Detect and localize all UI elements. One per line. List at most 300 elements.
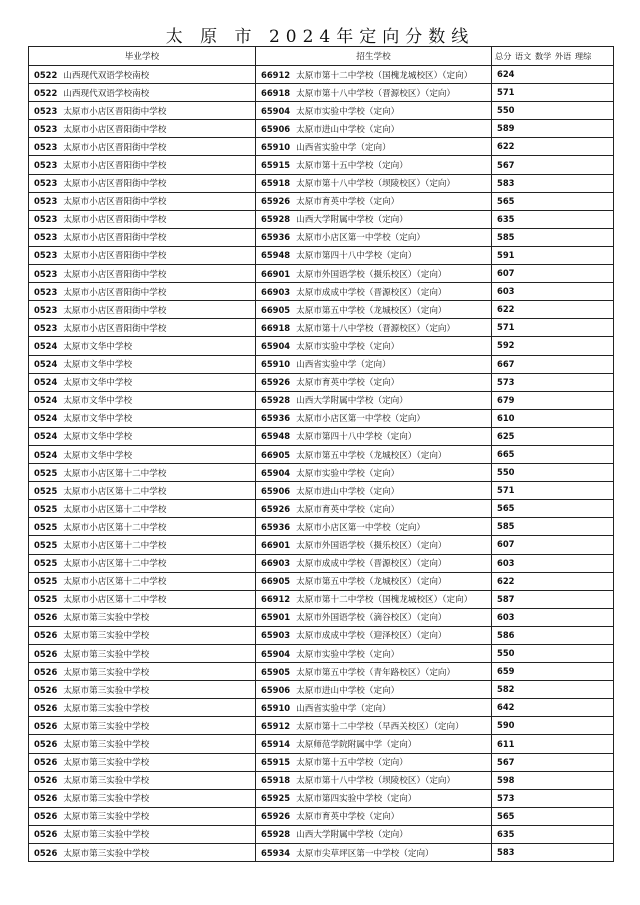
enroll-school-code: 65915	[261, 160, 291, 171]
score-cell	[492, 210, 614, 228]
table-row	[29, 228, 614, 246]
grad-school-code: 0526	[34, 775, 58, 786]
score-cell	[492, 409, 614, 427]
grad-school-code: 0526	[34, 811, 58, 822]
grad-school-cell	[29, 608, 256, 626]
score-cell	[492, 84, 614, 102]
grad-school-name: 太原市文华中学校	[63, 414, 133, 425]
enroll-school-cell	[256, 735, 492, 753]
table-body	[29, 66, 614, 862]
grad-school-code: 0525	[34, 576, 58, 587]
total-score: 550	[497, 467, 515, 478]
enroll-school-cell	[256, 337, 492, 355]
total-score: 573	[497, 376, 515, 387]
grad-school-name: 太原市第三实验中学校	[63, 667, 150, 678]
total-score: 611	[497, 738, 515, 749]
grad-school-code: 0523	[34, 214, 58, 225]
grad-school-name: 太原市第三实验中学校	[63, 830, 150, 841]
enroll-school-name: 山西省实验中学（定向）	[296, 703, 391, 714]
table-row	[29, 391, 614, 409]
grad-school-name: 山西现代双语学校南校	[63, 70, 150, 81]
total-score: 625	[497, 430, 515, 441]
enroll-school-cell	[256, 246, 492, 264]
grad-school-name: 太原市小店区晋阳街中学校	[63, 142, 167, 153]
table-row	[29, 645, 614, 663]
grad-school-name: 太原市文华中学校	[63, 450, 133, 461]
table-row	[29, 409, 614, 427]
table-row	[29, 102, 614, 120]
enroll-school-code: 66912	[261, 69, 291, 80]
score-cell	[492, 554, 614, 572]
grad-school-code: 0526	[34, 793, 58, 804]
score-cell	[492, 120, 614, 138]
enroll-school-name: 太原市育英中学校（定向）	[296, 504, 400, 515]
grad-school-code: 0523	[34, 322, 58, 333]
grad-school-cell	[29, 699, 256, 717]
score-cell	[492, 301, 614, 319]
enroll-school-name: 太原市小店区第一中学校（定向）	[296, 522, 426, 533]
enroll-school-code: 66903	[261, 286, 291, 297]
score-cell	[492, 771, 614, 789]
enroll-school-name: 太原市第四实验中学校（定向）	[296, 794, 417, 805]
enroll-school-code: 65914	[261, 739, 291, 750]
grad-school-name: 太原市小店区第十二中学校	[63, 577, 167, 588]
grad-school-cell	[29, 355, 256, 373]
grad-school-cell	[29, 156, 256, 174]
enroll-school-name: 太原市第十八中学校（坝陵校区）（定向）	[296, 776, 456, 787]
grad-school-code: 0526	[34, 847, 58, 858]
enroll-school-cell	[256, 319, 492, 337]
table-row	[29, 84, 614, 102]
total-score: 565	[497, 810, 515, 821]
grad-school-cell	[29, 789, 256, 807]
grad-school-code: 0523	[34, 232, 58, 243]
grad-school-code: 0524	[34, 449, 58, 460]
enroll-school-code: 66901	[261, 539, 291, 550]
grad-school-name: 太原市小店区第十二中学校	[63, 468, 167, 479]
grad-school-code: 0524	[34, 413, 58, 424]
enroll-school-cell	[256, 265, 492, 283]
table-row	[29, 536, 614, 554]
enroll-school-code: 65918	[261, 178, 291, 189]
grad-school-cell	[29, 102, 256, 120]
enroll-school-name: 太原市尖草坪区第一中学校（定向）	[296, 848, 434, 859]
enroll-school-cell	[256, 482, 492, 500]
grad-school-code: 0525	[34, 485, 58, 496]
table-row	[29, 427, 614, 445]
grad-school-code: 0525	[34, 558, 58, 569]
grad-school-code: 0524	[34, 359, 58, 370]
enroll-school-name: 太原市育英中学校（定向）	[296, 197, 400, 208]
grad-school-name: 太原市文华中学校	[63, 432, 133, 443]
enroll-school-cell	[256, 753, 492, 771]
total-score: 603	[497, 286, 515, 297]
grad-school-cell	[29, 572, 256, 590]
grad-school-name: 太原市小店区第十二中学校	[63, 486, 167, 497]
grad-school-code: 0525	[34, 594, 58, 605]
enroll-school-code: 65928	[261, 214, 291, 225]
total-score: 603	[497, 611, 515, 622]
table-row	[29, 120, 614, 138]
score-cell	[492, 681, 614, 699]
total-score: 571	[497, 87, 515, 98]
enroll-school-cell	[256, 192, 492, 210]
grad-school-cell	[29, 319, 256, 337]
score-cell	[492, 391, 614, 409]
grad-school-cell	[29, 626, 256, 644]
table-row	[29, 373, 614, 391]
table-row	[29, 174, 614, 192]
enroll-school-cell	[256, 355, 492, 373]
header-grad-school: 毕业学校	[29, 47, 256, 66]
grad-school-cell	[29, 427, 256, 445]
total-score: 624	[497, 69, 515, 80]
table-row	[29, 301, 614, 319]
score-cell	[492, 500, 614, 518]
grad-school-name: 太原市小店区晋阳街中学校	[63, 305, 167, 316]
grad-school-name: 太原市文华中学校	[63, 360, 133, 371]
total-score: 587	[497, 593, 515, 604]
enroll-school-cell	[256, 626, 492, 644]
enroll-school-cell	[256, 608, 492, 626]
grad-school-name: 太原市小店区晋阳街中学校	[63, 179, 167, 190]
enroll-school-code: 66905	[261, 449, 291, 460]
grad-school-code: 0523	[34, 141, 58, 152]
grad-school-name: 山西现代双语学校南校	[63, 88, 150, 99]
enroll-school-name: 太原市第十二中学校（早西关校区）（定向）	[296, 721, 464, 732]
page-title: 太 原 市 2024年定向分数线	[165, 27, 475, 47]
enroll-school-code: 66918	[261, 322, 291, 333]
table-row	[29, 192, 614, 210]
enroll-school-name: 太原市第十五中学校（定向）	[296, 161, 408, 172]
table-row	[29, 572, 614, 590]
grad-school-cell	[29, 771, 256, 789]
total-score: 589	[497, 123, 515, 134]
enroll-school-name: 太原市育英中学校（定向）	[296, 378, 400, 389]
grad-school-cell	[29, 844, 256, 862]
grad-school-cell	[29, 174, 256, 192]
enroll-school-cell	[256, 681, 492, 699]
grad-school-name: 太原市小店区第十二中学校	[63, 522, 167, 533]
table-row	[29, 681, 614, 699]
enroll-school-cell	[256, 283, 492, 301]
grad-school-name: 太原市小店区第十二中学校	[63, 595, 167, 606]
grad-school-cell	[29, 500, 256, 518]
grad-school-code: 0525	[34, 467, 58, 478]
total-score: 607	[497, 268, 515, 279]
grad-school-code: 0523	[34, 286, 58, 297]
grad-school-cell	[29, 120, 256, 138]
enroll-school-code: 66901	[261, 268, 291, 279]
enroll-school-code: 65910	[261, 702, 291, 713]
grad-school-name: 太原市小店区晋阳街中学校	[63, 287, 167, 298]
table-row	[29, 844, 614, 862]
enroll-school-code: 66912	[261, 594, 291, 605]
enroll-school-cell	[256, 391, 492, 409]
table-row	[29, 554, 614, 572]
total-score: 607	[497, 539, 515, 550]
grad-school-cell	[29, 84, 256, 102]
enroll-school-cell	[256, 464, 492, 482]
enroll-school-cell	[256, 771, 492, 789]
table-row	[29, 807, 614, 825]
enroll-school-cell	[256, 210, 492, 228]
grad-school-code: 0523	[34, 196, 58, 207]
enroll-school-code: 65915	[261, 757, 291, 768]
enroll-school-code: 65918	[261, 775, 291, 786]
enroll-school-cell	[256, 228, 492, 246]
grad-school-name: 太原市第三实验中学校	[63, 703, 150, 714]
enroll-school-code: 65901	[261, 612, 291, 623]
grad-school-name: 太原市小店区晋阳街中学校	[63, 251, 167, 262]
grad-school-name: 太原市第三实验中学校	[63, 812, 150, 823]
grad-school-name: 太原市小店区第十二中学校	[63, 504, 167, 515]
enroll-school-name: 太原市外国语学校（滴谷校区）（定向）	[296, 613, 447, 624]
enroll-school-code: 65934	[261, 847, 291, 858]
enroll-school-name: 太原市第四十八中学校（定向）	[296, 432, 417, 443]
grad-school-code: 0525	[34, 503, 58, 514]
total-score: 598	[497, 774, 515, 785]
table-row	[29, 789, 614, 807]
grad-school-cell	[29, 717, 256, 735]
score-cell	[492, 626, 614, 644]
enroll-school-name: 太原市成成中学校（晋源校区）（定向）	[296, 287, 447, 298]
enroll-school-name: 太原市成成中学校（晋源校区）（定向）	[296, 559, 447, 570]
grad-school-cell	[29, 301, 256, 319]
table-row	[29, 735, 614, 753]
enroll-school-code: 66905	[261, 304, 291, 315]
enroll-school-name: 太原市第十二中学校（国槐龙城校区）（定向）	[296, 595, 473, 606]
grad-school-name: 太原市小店区晋阳街中学校	[63, 269, 167, 280]
enroll-school-name: 太原市第五中学校（龙城校区）（定向）	[296, 577, 447, 588]
table-row	[29, 246, 614, 264]
enroll-school-cell	[256, 572, 492, 590]
table-row	[29, 771, 614, 789]
enroll-school-code: 65906	[261, 123, 291, 134]
score-cell	[492, 482, 614, 500]
grad-school-cell	[29, 735, 256, 753]
enroll-school-cell	[256, 554, 492, 572]
total-score: 567	[497, 159, 515, 170]
enroll-school-cell	[256, 807, 492, 825]
grad-school-cell	[29, 681, 256, 699]
enroll-school-name: 太原市进山中学校（定向）	[296, 124, 400, 135]
total-score: 583	[497, 177, 515, 188]
grad-school-code: 0523	[34, 178, 58, 189]
score-cell	[492, 228, 614, 246]
grad-school-name: 太原市小店区晋阳街中学校	[63, 323, 167, 334]
score-cell	[492, 807, 614, 825]
grad-school-cell	[29, 518, 256, 536]
enroll-school-cell	[256, 373, 492, 391]
table-row	[29, 663, 614, 681]
enroll-school-code: 66918	[261, 87, 291, 98]
enroll-school-code: 65926	[261, 503, 291, 514]
grad-school-code: 0526	[34, 757, 58, 768]
grad-school-code: 0523	[34, 160, 58, 171]
enroll-school-cell	[256, 84, 492, 102]
table-row	[29, 319, 614, 337]
total-score: 565	[497, 503, 515, 514]
score-cell	[492, 138, 614, 156]
enroll-school-name: 太原市第五中学校（青年路校区）（定向）	[296, 667, 456, 678]
score-cell	[492, 572, 614, 590]
enroll-school-name: 山西省实验中学（定向）	[296, 142, 391, 153]
enroll-school-cell	[256, 409, 492, 427]
header-enroll-school: 招生学校	[256, 47, 492, 66]
table-row	[29, 717, 614, 735]
score-cell	[492, 699, 614, 717]
table-row	[29, 337, 614, 355]
score-cell	[492, 590, 614, 608]
score-cell	[492, 464, 614, 482]
grad-school-name: 太原市小店区晋阳街中学校	[63, 124, 167, 135]
table-row	[29, 156, 614, 174]
score-cell	[492, 645, 614, 663]
enroll-school-cell	[256, 699, 492, 717]
enroll-school-name: 太原市进山中学校（定向）	[296, 685, 400, 696]
grad-school-name: 太原市第三实验中学校	[63, 758, 150, 769]
enroll-school-code: 65936	[261, 521, 291, 532]
grad-school-cell	[29, 753, 256, 771]
grad-school-name: 太原市小店区第十二中学校	[63, 559, 167, 570]
score-cell	[492, 789, 614, 807]
score-cell	[492, 246, 614, 264]
grad-school-name: 太原市第三实验中学校	[63, 649, 150, 660]
score-cell	[492, 518, 614, 536]
enroll-school-code: 65912	[261, 720, 291, 731]
enroll-school-name: 山西大学附属中学校（定向）	[296, 830, 408, 841]
enroll-school-name: 太原市第十八中学校（晋源校区）（定向）	[296, 323, 456, 334]
table-row	[29, 464, 614, 482]
grad-school-code: 0526	[34, 684, 58, 695]
enroll-school-code: 65926	[261, 377, 291, 388]
enroll-school-name: 山西大学附属中学校（定向）	[296, 396, 408, 407]
enroll-school-cell	[256, 518, 492, 536]
score-cell	[492, 355, 614, 373]
grad-school-cell	[29, 138, 256, 156]
enroll-school-name: 太原市第十五中学校（定向）	[296, 758, 408, 769]
enroll-school-code: 65906	[261, 485, 291, 496]
enroll-school-name: 太原市外国语学校（摄乐校区）（定向）	[296, 540, 447, 551]
enroll-school-code: 65928	[261, 395, 291, 406]
grad-school-code: 0523	[34, 268, 58, 279]
grad-school-code: 0526	[34, 630, 58, 641]
enroll-school-code: 65905	[261, 666, 291, 677]
score-cell	[492, 337, 614, 355]
grad-school-code: 0526	[34, 648, 58, 659]
enroll-school-code: 65936	[261, 413, 291, 424]
total-score: 665	[497, 449, 515, 460]
score-cell	[492, 192, 614, 210]
total-score: 667	[497, 358, 515, 369]
enroll-school-code: 65948	[261, 431, 291, 442]
enroll-school-cell	[256, 844, 492, 862]
enroll-school-name: 山西大学附属中学校（定向）	[296, 215, 408, 226]
total-score: 583	[497, 847, 515, 858]
enroll-school-cell	[256, 500, 492, 518]
enroll-school-name: 太原市成成中学校（迎泽校区）（定向）	[296, 631, 447, 642]
total-score: 603	[497, 557, 515, 568]
enroll-school-cell	[256, 825, 492, 843]
enroll-school-cell	[256, 789, 492, 807]
grad-school-cell	[29, 663, 256, 681]
total-score: 622	[497, 141, 515, 152]
grad-school-cell	[29, 337, 256, 355]
score-cell	[492, 825, 614, 843]
grad-school-code: 0523	[34, 250, 58, 261]
enroll-school-name: 太原市小店区第一中学校（定向）	[296, 414, 426, 425]
grad-school-cell	[29, 825, 256, 843]
table-row	[29, 699, 614, 717]
total-score: 591	[497, 249, 515, 260]
grad-school-name: 太原市小店区晋阳街中学校	[63, 233, 167, 244]
grad-school-code: 0524	[34, 340, 58, 351]
grad-school-cell	[29, 645, 256, 663]
enroll-school-name: 山西省实验中学（定向）	[296, 360, 391, 371]
enroll-school-cell	[256, 445, 492, 463]
grad-school-cell	[29, 482, 256, 500]
grad-school-name: 太原市文华中学校	[63, 378, 133, 389]
enroll-school-cell	[256, 174, 492, 192]
score-cell	[492, 102, 614, 120]
score-cell	[492, 319, 614, 337]
grad-school-cell	[29, 265, 256, 283]
score-cell	[492, 608, 614, 626]
enroll-school-name: 太原市第十二中学校（国槐龙城校区）（定向）	[296, 70, 473, 81]
total-score: 610	[497, 412, 515, 423]
grad-school-name: 太原市第三实验中学校	[63, 740, 150, 751]
enroll-school-code: 65906	[261, 684, 291, 695]
table-row	[29, 590, 614, 608]
enroll-school-cell	[256, 102, 492, 120]
grad-school-cell	[29, 66, 256, 84]
table-row	[29, 608, 614, 626]
table-row	[29, 210, 614, 228]
grad-school-name: 太原市小店区晋阳街中学校	[63, 161, 167, 172]
enroll-school-code: 65904	[261, 105, 291, 116]
table-row	[29, 355, 614, 373]
enroll-school-code: 65925	[261, 793, 291, 804]
grad-school-code: 0523	[34, 304, 58, 315]
total-score: 567	[497, 756, 515, 767]
grad-school-code: 0526	[34, 739, 58, 750]
grad-school-code: 0523	[34, 123, 58, 134]
header-row	[29, 47, 614, 66]
grad-school-cell	[29, 445, 256, 463]
score-cell	[492, 844, 614, 862]
enroll-school-name: 太原市外国语学校（摄乐校区）（定向）	[296, 269, 447, 280]
enroll-school-name: 太原市第四十八中学校（定向）	[296, 251, 417, 262]
grad-school-code: 0524	[34, 395, 58, 406]
total-score: 622	[497, 304, 515, 315]
grad-school-name: 太原市第三实验中学校	[63, 848, 150, 859]
grad-school-code: 0526	[34, 829, 58, 840]
grad-school-cell	[29, 373, 256, 391]
enroll-school-code: 66903	[261, 558, 291, 569]
enroll-school-name: 太原市进山中学校（定向）	[296, 486, 400, 497]
table-row	[29, 626, 614, 644]
grad-school-name: 太原市小店区晋阳街中学校	[63, 197, 167, 208]
enroll-school-name: 太原市第十八中学校（晋源校区）（定向）	[296, 88, 456, 99]
enroll-school-name: 太原市育英中学校（定向）	[296, 812, 400, 823]
enroll-school-cell	[256, 663, 492, 681]
grad-school-code: 0524	[34, 431, 58, 442]
grad-school-code: 0522	[34, 69, 58, 80]
header-scores: 总分 语文 数学 外语 理综	[492, 47, 614, 66]
total-score: 642	[497, 702, 515, 713]
enroll-school-name: 太原市实验中学校（定向）	[296, 649, 400, 660]
